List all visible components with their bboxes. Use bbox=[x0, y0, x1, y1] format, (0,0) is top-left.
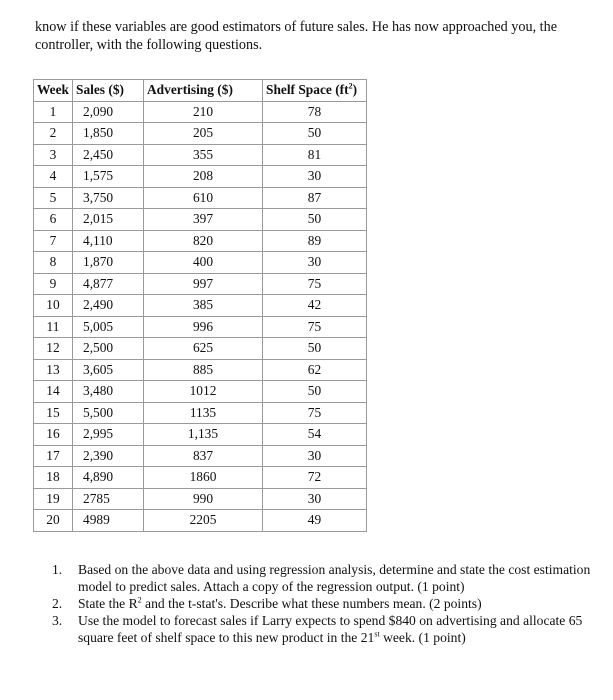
cell-week: 15 bbox=[34, 402, 73, 424]
intro-paragraph bbox=[35, 18, 595, 54]
question-text-part: week. (1 point) bbox=[379, 630, 466, 645]
table-row bbox=[34, 166, 367, 188]
cell-sales: 1,870 bbox=[73, 252, 144, 274]
cell-shelf-space: 49 bbox=[263, 510, 367, 532]
cell-advertising: 210 bbox=[144, 101, 263, 123]
cell-week: 5 bbox=[34, 187, 73, 209]
cell-sales: 3,480 bbox=[73, 381, 144, 403]
table-row bbox=[34, 187, 367, 209]
cell-advertising: 610 bbox=[144, 187, 263, 209]
cell-advertising: 1135 bbox=[144, 402, 263, 424]
cell-shelf-space: 50 bbox=[263, 338, 367, 360]
table-row bbox=[34, 488, 367, 510]
table-row bbox=[34, 273, 367, 295]
cell-week: 10 bbox=[34, 295, 73, 317]
question-list bbox=[52, 561, 612, 646]
table-row bbox=[34, 510, 367, 532]
cell-shelf-space: 30 bbox=[263, 488, 367, 510]
table-row bbox=[34, 381, 367, 403]
cell-advertising: 997 bbox=[144, 273, 263, 295]
cell-advertising: 837 bbox=[144, 445, 263, 467]
cell-week: 12 bbox=[34, 338, 73, 360]
cell-shelf-space: 81 bbox=[263, 144, 367, 166]
cell-week: 6 bbox=[34, 209, 73, 231]
cell-week: 16 bbox=[34, 424, 73, 446]
cell-week: 13 bbox=[34, 359, 73, 381]
question-item bbox=[52, 561, 612, 595]
cell-week: 11 bbox=[34, 316, 73, 338]
cell-week: 1 bbox=[34, 101, 73, 123]
cell-sales: 3,750 bbox=[73, 187, 144, 209]
cell-advertising: 397 bbox=[144, 209, 263, 231]
cell-shelf-space: 50 bbox=[263, 209, 367, 231]
question-text-part: Use the model to forecast sales if Larry expects to spend $840 on advertising and allocate 65 square feet of shelf space to this new product in the 21 bbox=[78, 613, 583, 645]
table-row bbox=[34, 424, 367, 446]
cell-advertising: 1860 bbox=[144, 467, 263, 489]
table-row bbox=[34, 230, 367, 252]
cell-advertising: 625 bbox=[144, 338, 263, 360]
cell-advertising: 1012 bbox=[144, 381, 263, 403]
cell-shelf-space: 30 bbox=[263, 252, 367, 274]
cell-week: 4 bbox=[34, 166, 73, 188]
table-row bbox=[34, 144, 367, 166]
question-text bbox=[78, 612, 612, 646]
question-superscript: 2 bbox=[137, 595, 142, 605]
table-row bbox=[34, 467, 367, 489]
cell-shelf-space: 75 bbox=[263, 273, 367, 295]
table-row bbox=[34, 101, 367, 123]
header-week: Week bbox=[34, 80, 73, 102]
question-number: 2. bbox=[52, 596, 63, 611]
cell-sales: 2,450 bbox=[73, 144, 144, 166]
cell-week: 20 bbox=[34, 510, 73, 532]
cell-sales: 5,500 bbox=[73, 402, 144, 424]
cell-shelf-space: 75 bbox=[263, 316, 367, 338]
cell-shelf-space: 30 bbox=[263, 166, 367, 188]
table-row bbox=[34, 123, 367, 145]
header-shelf-label: Shelf Space (ft bbox=[266, 82, 349, 98]
question-text bbox=[78, 561, 612, 595]
cell-sales: 4,877 bbox=[73, 273, 144, 295]
cell-advertising: 400 bbox=[144, 252, 263, 274]
table-row bbox=[34, 445, 367, 467]
intro-line-2: controller, with the following questions. bbox=[35, 37, 263, 53]
cell-advertising: 205 bbox=[144, 123, 263, 145]
cell-advertising: 1,135 bbox=[144, 424, 263, 446]
cell-shelf-space: 89 bbox=[263, 230, 367, 252]
cell-week: 19 bbox=[34, 488, 73, 510]
cell-week: 14 bbox=[34, 381, 73, 403]
cell-sales: 2,500 bbox=[73, 338, 144, 360]
cell-advertising: 820 bbox=[144, 230, 263, 252]
cell-sales: 4,890 bbox=[73, 467, 144, 489]
table-row bbox=[34, 359, 367, 381]
cell-shelf-space: 75 bbox=[263, 402, 367, 424]
cell-sales: 2785 bbox=[73, 488, 144, 510]
table-row bbox=[34, 338, 367, 360]
cell-shelf-space: 62 bbox=[263, 359, 367, 381]
table-row bbox=[34, 316, 367, 338]
cell-week: 8 bbox=[34, 252, 73, 274]
header-advertising: Advertising ($) bbox=[144, 80, 263, 102]
question-text bbox=[78, 595, 612, 612]
cell-sales: 2,090 bbox=[73, 101, 144, 123]
cell-sales: 2,490 bbox=[73, 295, 144, 317]
cell-sales: 3,605 bbox=[73, 359, 144, 381]
cell-week: 7 bbox=[34, 230, 73, 252]
question-text-part: State the R bbox=[78, 596, 138, 611]
cell-week: 9 bbox=[34, 273, 73, 295]
intro-line-1: know if these variables are good estimators of future sales. He has now approached you, the bbox=[35, 19, 558, 35]
cell-shelf-space: 50 bbox=[263, 123, 367, 145]
cell-shelf-space: 78 bbox=[263, 101, 367, 123]
cell-advertising: 885 bbox=[144, 359, 263, 381]
table-body bbox=[34, 101, 367, 531]
header-shelf-superscript: 2 bbox=[348, 81, 353, 91]
header-sales: Sales ($) bbox=[73, 80, 144, 102]
cell-sales: 1,850 bbox=[73, 123, 144, 145]
header-shelf-close: ) bbox=[352, 82, 358, 98]
cell-shelf-space: 30 bbox=[263, 445, 367, 467]
cell-week: 3 bbox=[34, 144, 73, 166]
cell-sales: 5,005 bbox=[73, 316, 144, 338]
cell-shelf-space: 54 bbox=[263, 424, 367, 446]
cell-advertising: 996 bbox=[144, 316, 263, 338]
cell-advertising: 355 bbox=[144, 144, 263, 166]
table-row bbox=[34, 252, 367, 274]
question-text-part: and the t-stat's. Describe what these numbers mean. (2 points) bbox=[141, 596, 482, 611]
cell-advertising: 208 bbox=[144, 166, 263, 188]
cell-shelf-space: 42 bbox=[263, 295, 367, 317]
cell-advertising: 990 bbox=[144, 488, 263, 510]
question-number: 3. bbox=[52, 613, 63, 628]
question-text-part: Based on the above data and using regression analysis, determine and state the cost estimation model to predict sales. Attach a copy of the regression output. (1 point) bbox=[78, 562, 591, 594]
sales-data-table bbox=[33, 79, 367, 532]
cell-shelf-space: 50 bbox=[263, 381, 367, 403]
cell-sales: 2,390 bbox=[73, 445, 144, 467]
question-item bbox=[52, 595, 612, 612]
cell-sales: 2,015 bbox=[73, 209, 144, 231]
cell-week: 2 bbox=[34, 123, 73, 145]
question-item bbox=[52, 612, 612, 646]
cell-sales: 1,575 bbox=[73, 166, 144, 188]
cell-sales: 4,110 bbox=[73, 230, 144, 252]
cell-sales: 4989 bbox=[73, 510, 144, 532]
table-row bbox=[34, 209, 367, 231]
cell-week: 17 bbox=[34, 445, 73, 467]
cell-advertising: 385 bbox=[144, 295, 263, 317]
header-shelf-space bbox=[263, 80, 367, 102]
cell-advertising: 2205 bbox=[144, 510, 263, 532]
table-row bbox=[34, 402, 367, 424]
cell-shelf-space: 87 bbox=[263, 187, 367, 209]
question-number: 1. bbox=[52, 562, 63, 577]
cell-week: 18 bbox=[34, 467, 73, 489]
question-superscript: st bbox=[374, 629, 380, 639]
cell-shelf-space: 72 bbox=[263, 467, 367, 489]
cell-sales: 2,995 bbox=[73, 424, 144, 446]
table-header-row bbox=[34, 80, 367, 102]
table-row bbox=[34, 295, 367, 317]
